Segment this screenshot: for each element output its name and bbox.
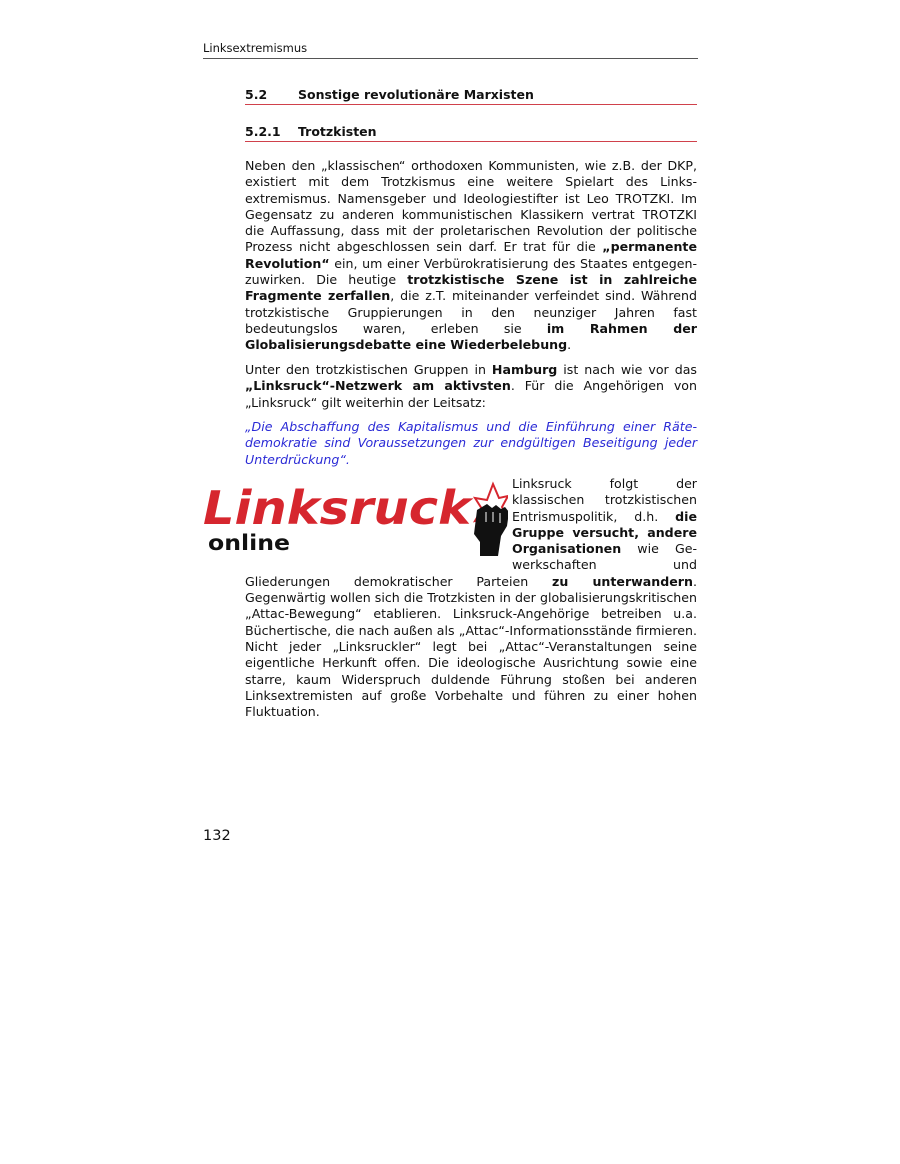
paragraph-linksruck — [203, 476, 697, 720]
logo-online-text: online — [208, 531, 290, 555]
paragraph-hamburg — [245, 362, 697, 411]
subsection-heading — [245, 124, 697, 142]
text-run: . Für die Angehörigen von „Linksruck“ gilt weiterhin der Leitsatz: — [245, 378, 697, 410]
text-run: , die z.T. miteinander verfeindet sind. Während trotzkistische Gruppierungen in den neunziger Jahren fast bedeutungslos waren, erleben sie — [245, 288, 697, 336]
text-run: wie Gewerkschaften und Gliederungen demokratischer Parteien — [245, 541, 697, 589]
text-run: ein, um einer Verbürokratisierung des Staates entgegenzuwirken. Die heutige — [245, 255, 697, 288]
bold-run: Hamburg — [491, 362, 558, 377]
text-run: . Gegenwärtig wollen sich die Trotzkisten in der globalisierungskritischen „Attac-Bewegung“ etablieren. Linksruck-Angehörige betreiben u.a. Büchertische, die nach außen als „Attac“-Informationsstände firmieren. Nicht jeder „Linksruckler“ legt bei „Attac“-Veranstaltungen seine eigentliche Herkunft offen. Die ideologische Ausrichtung sowie eine starre, kaum Widerspruch duldende Führung stoßen bei anderen Linksextremisten auf große Vorbehalte und führen zu einer hohen Fluktuation. — [245, 573, 697, 720]
paragraph-intro — [245, 158, 697, 354]
text-run: Unter den trotzkistischen Gruppen in — [245, 362, 492, 377]
bold-run: „Linksruck“-Netzwerk am aktivsten — [245, 378, 511, 394]
bold-run: zu unterwandern — [552, 573, 693, 589]
text-run: Neben den „klassischen“ orthodoxen Kommunisten, wie z.B. der DKP, existiert mit dem Trotzkismus eine weitere Spielart des Linksextremismus. Namensgeber und Ideologiestifter ist Leo TROTZKI. Im Gegensatz zu anderen kommunistischen Klassikern vertrat TROTZKI die Auffassung, dass mit der proletarischen Revolution der politische Prozess nicht abgeschlossen sein darf. Er trat für die — [245, 158, 697, 255]
bold-run: trotzkistische Szene ist in zahlreiche Fragmente zerfallen — [245, 272, 697, 304]
linksruck-logo-graphic — [203, 476, 508, 560]
logo-wordmark: Linksruck — [203, 481, 474, 535]
text-run: ist nach wie vor das — [557, 362, 697, 377]
bold-run: die Gruppe versucht, andere Organisationen — [512, 508, 697, 557]
text-run: Linksruck folgt der klassischen trotzkistischen Entrismuspolitik, d.h. — [512, 476, 697, 524]
section-heading — [245, 87, 697, 105]
subsection-title: Trotzkisten — [298, 124, 377, 139]
section-number: 5.2 — [245, 87, 268, 102]
fist-star-icon — [474, 484, 508, 556]
page-number: 132 — [203, 828, 231, 844]
subsection-number: 5.2.1 — [245, 124, 281, 139]
bold-run: „permanente Revolution“ — [245, 239, 697, 271]
linksruck-logo — [203, 476, 508, 560]
bold-run: im Rahmen der Globalisierungsdebatte eine Wiederbelebung — [245, 320, 697, 353]
quote-leitsatz: „Die Abschaffung des Kapitalismus und die Einführung einer Rätedemokratie sind Voraussetzungen zur endgültigen Beseitigung jeder Unterdrückung“. — [245, 419, 697, 467]
text-run: . — [567, 337, 572, 353]
section-title: Sonstige revolutionäre Marxisten — [298, 87, 534, 102]
running-header: Linksextremismus — [203, 41, 698, 59]
